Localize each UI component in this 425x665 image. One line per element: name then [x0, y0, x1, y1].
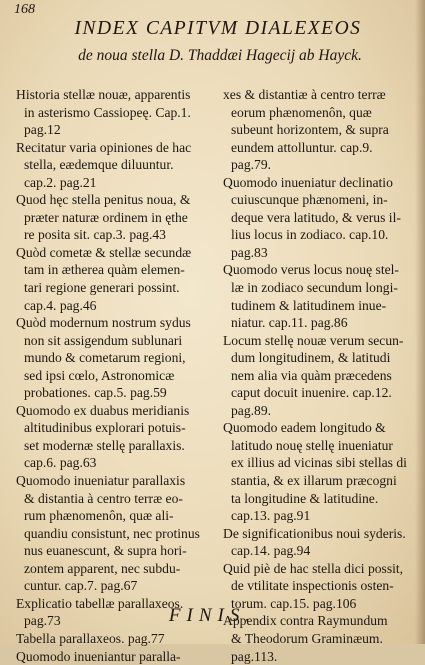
index-entry-line: tari regione generari possint.: [16, 279, 214, 297]
index-entry-line: Explicatio tabellæ parallaxeos.: [16, 595, 214, 613]
index-entry-line: Quomodo verus locus nouę stel-: [223, 261, 421, 279]
index-entry-line: non sit assigendum sublunari: [16, 332, 214, 350]
index-entry-line: probationes. cap.5. pag.59: [16, 384, 214, 402]
index-entry-line: cap.13. pag.91: [223, 507, 421, 525]
index-entry-line: Quòd cometæ & stellæ secundæ: [16, 244, 214, 262]
index-entry-line: Locum stellę nouæ verum secun-: [223, 332, 421, 350]
index-entry-line: re posita sit. cap.3. pag.43: [16, 226, 214, 244]
index-entry-line: pag.73: [16, 612, 214, 630]
index-entry: [223, 174, 421, 262]
index-entry-line: quandiu consistunt, nec protinus: [16, 525, 214, 543]
index-entry: [223, 525, 421, 560]
index-subtitle: de noua stella D. Thaddæi Hagecij ab Hayck.: [50, 47, 390, 65]
index-entry-line: lius locus in zodiaco. cap.10.: [223, 226, 421, 244]
index-entry: [16, 472, 214, 595]
index-entry: [16, 191, 214, 244]
index-entry-line: Quod hęc stella penitus noua, &: [16, 191, 214, 209]
index-entry: [223, 419, 421, 524]
index-entry: [16, 402, 214, 472]
index-entry: [16, 630, 214, 648]
index-entry-line: cap.14. pag.94: [223, 542, 421, 560]
index-entry-line: in asterismo Cassiopeę. Cap.1.: [16, 104, 214, 122]
index-entry-line: deque vera latitudo, & verus il-: [223, 209, 421, 227]
right-column: [223, 86, 421, 665]
finis-text: FINIS.: [0, 605, 425, 627]
index-entry-line: tam in ætherea quàm elemen-: [16, 261, 214, 279]
index-entry: [223, 86, 421, 174]
index-entry-line: caput docuit inuenire. cap.12.: [223, 384, 421, 402]
index-entry-line: altitudinibus explorari potuis-: [16, 419, 214, 437]
index-entry-line: niatur. cap.11. pag.86: [223, 314, 421, 332]
index-entry-line: torum. cap.15. pag.106: [223, 595, 421, 613]
index-entry-line: pag.12: [16, 121, 214, 139]
index-entry-line: Quòd modernum nostrum sydus: [16, 314, 214, 332]
index-entry-line: Tabella parallaxeos. pag.77: [16, 630, 214, 648]
index-entry-line: Recitatur varia opiniones de hac: [16, 139, 214, 157]
index-entry-line: dum longitudinem, & latitudi: [223, 349, 421, 367]
index-entry-line: nus euanescunt, & supra hori-: [16, 542, 214, 560]
index-entry-line: præter naturæ ordinem in ęthe: [16, 209, 214, 227]
index-entry-line: ex illius ad vicinas sibi stellas di: [223, 454, 421, 472]
index-entry-line: pag.79.: [223, 156, 421, 174]
page-number: 168: [14, 2, 35, 18]
page-edge-shadow: [415, 0, 425, 644]
index-entry-line: Quomodo ex duabus meridianis: [16, 402, 214, 420]
index-entry-line: Quomodo inueniatur declinatio: [223, 174, 421, 192]
index-entry-line: pag.113.: [223, 648, 421, 665]
index-entry-line: Quomodo inueniantur paralla-: [16, 648, 214, 665]
index-entry-line: cap.2. pag.21: [16, 174, 214, 192]
index-entry-line: mundo & cometarum regioni,: [16, 349, 214, 367]
index-entry-line: xes & distantiæ à centro terræ: [223, 86, 421, 104]
index-entry-line: Quomodo eadem longitudo &: [223, 419, 421, 437]
index-entry-line: ta longitudine & latitudine.: [223, 490, 421, 508]
index-entry-line: set modernæ stellę parallaxis.: [16, 437, 214, 455]
index-entry: [16, 86, 214, 139]
index-entry-line: Quomodo inueniatur parallaxis: [16, 472, 214, 490]
index-entry-line: stantia, & ex illarum præcogni: [223, 472, 421, 490]
index-entry-line: eundem attolluntur. cap.9.: [223, 139, 421, 157]
index-entry-line: tudinem & latitudinem inue-: [223, 297, 421, 315]
index-entry: [223, 261, 421, 331]
index-entry-line: zontem apparent, nec subdu-: [16, 560, 214, 578]
index-entry-line: subeunt horizontem, & supra: [223, 121, 421, 139]
index-entry-line: cuiuscunque phænomeni, in-: [223, 191, 421, 209]
index-entry-line: eorum phænomenôn, quæ: [223, 104, 421, 122]
index-entry: [16, 314, 214, 402]
index-entry-line: cap.6. pag.63: [16, 454, 214, 472]
index-entry-line: Quid piè de hac stella dici possit,: [223, 560, 421, 578]
index-entry-line: Historia stellæ nouæ, apparentis: [16, 86, 214, 104]
index-entry-line: cuntur. cap.7. pag.67: [16, 577, 214, 595]
index-entry-line: latitudo nouę stellę inueniatur: [223, 437, 421, 455]
index-entry-line: læ in zodiaco secundum longi-: [223, 279, 421, 297]
index-entry-line: & Theodorum Graminæum.: [223, 630, 421, 648]
index-entry: [16, 139, 214, 192]
index-entry-line: nem alia via quàm præcedens: [223, 367, 421, 385]
index-entry-line: rum phænomenôn, quæ ali-: [16, 507, 214, 525]
index-entry: [223, 332, 421, 420]
index-entry-line: stella, eædemque diluuntur.: [16, 156, 214, 174]
index-title: INDEX CAPITVM DIALEXEOS: [28, 18, 408, 40]
index-entry-line: cap.4. pag.46: [16, 297, 214, 315]
index-entry-line: de vtilitate inspectionis osten-: [223, 577, 421, 595]
index-entry-line: sed ipsi cœlo, Astronomicæ: [16, 367, 214, 385]
index-entry-line: De significationibus noui syderis.: [223, 525, 421, 543]
index-entry-line: & distantia à centro terræ eo-: [16, 490, 214, 508]
left-column: [16, 86, 214, 665]
index-entry: [16, 244, 214, 314]
index-entry-line: pag.89.: [223, 402, 421, 420]
index-entry: [16, 648, 214, 665]
index-entry-line: pag.83: [223, 244, 421, 262]
index-entry-line: Appendix contra Raymundum: [223, 612, 421, 630]
